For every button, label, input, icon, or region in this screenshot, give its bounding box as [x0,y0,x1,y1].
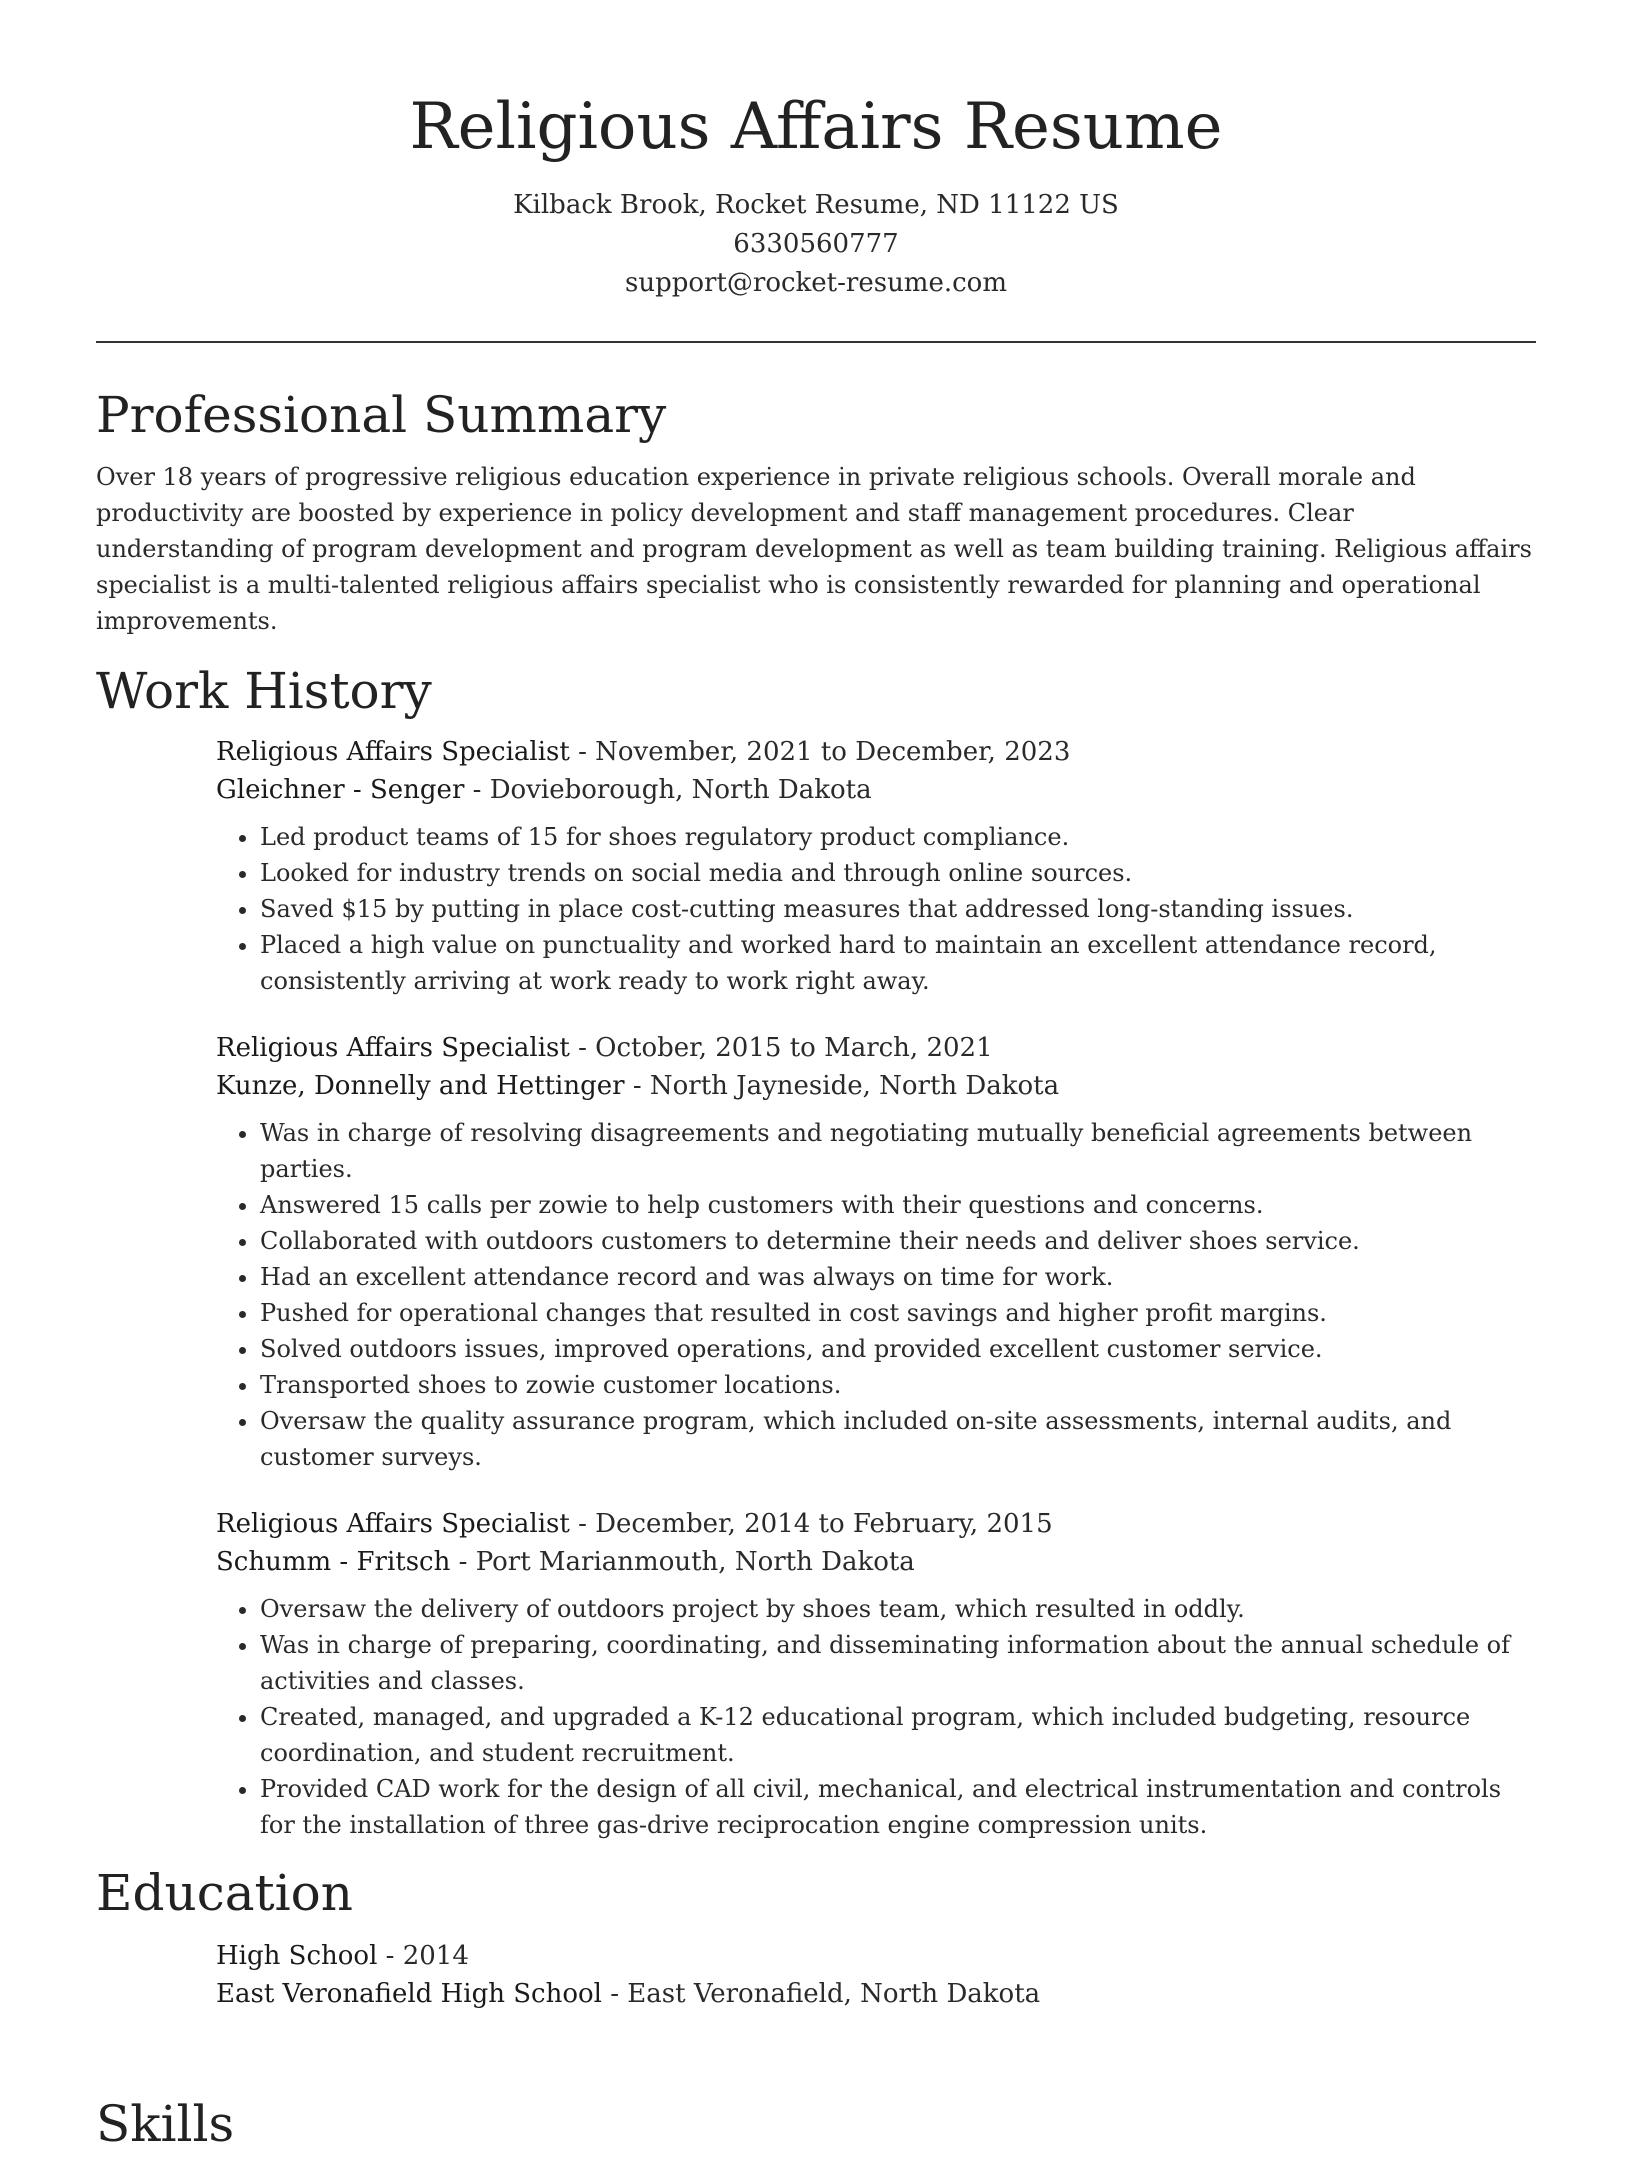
job-bullets [216,1591,1536,1843]
job-bullet: • Transported shoes to zowie customer locations. [260,1367,1536,1403]
job-bullet: • Answered 15 calls per zowie to help customers with their questions and concerns. [260,1187,1536,1223]
job-entry [216,1505,1536,1843]
summary-text: Over 18 years of progressive religious education experience in private religious schools. Overall morale and productivity are boosted by experience in policy development and staff management procedures. Clear understanding of program development and program development as well as team building training. Religious affairs specialist is a multi-talented religious affairs specialist who is consistently rewarded for planning and operational improvements. [96,463,1532,635]
job-entry [216,1029,1536,1475]
job-title-line [216,1505,1536,1543]
summary-heading: Professional Summary [96,386,667,444]
job-company: Kunze, Donnelly and Hettinger [216,1071,625,1101]
job-company-line [216,1067,1536,1105]
job-role: Religious Affairs Specialist [216,1509,570,1539]
header-divider [96,341,1536,343]
job-bullet: • Placed a high value on punctuality and worked hard to maintain an excellent attendance record, consistently arriving at work ready to work right away. [260,927,1536,999]
job-role: Religious Affairs Specialist [216,737,570,767]
job-bullet: • Was in charge of preparing, coordinating, and disseminating information about the annual schedule of activities and classes. [260,1627,1536,1699]
work-history-heading: Work History [96,662,432,720]
job-location: - Port Marianmouth, North Dakota [450,1547,915,1577]
job-bullet: • Led product teams of 15 for shoes regulatory product compliance. [260,819,1536,855]
job-company-line [216,1543,1536,1581]
job-bullet: • Saved $15 by putting in place cost-cutting measures that addressed long-standing issues. [260,891,1536,927]
resume-title: Religious Affairs Resume [409,90,1223,164]
job-dates: - November, 2021 to December, 2023 [569,737,1071,767]
education-year: - 2014 [377,1941,469,1971]
contact-email: support@rocket-resume.com [624,268,1007,298]
education-heading: Education [96,1864,353,1922]
job-bullet: • Looked for industry trends on social media and through online sources. [260,855,1536,891]
job-role: Religious Affairs Specialist [216,1033,570,1063]
job-location: - Dovieborough, North Dakota [464,775,872,805]
contact-phone: 6330560777 [733,229,899,259]
job-bullet: • Had an excellent attendance record and was always on time for work. [260,1259,1536,1295]
job-bullet: • Solved outdoors issues, improved operations, and provided excellent customer service. [260,1331,1536,1367]
job-bullet: • Provided CAD work for the design of all civil, mechanical, and electrical instrumentation and controls for the installation of three gas-drive reciprocation engine compression units. [260,1771,1536,1843]
job-dates: - December, 2014 to February, 2015 [569,1509,1053,1539]
skills-heading: Skills [96,2095,235,2153]
work-history-list [216,733,1536,1843]
job-company: Schumm - Fritsch [216,1547,451,1577]
education-degree-line [216,1937,1536,1975]
contact-address: Kilback Brook, Rocket Resume, ND 11122 US [513,190,1119,220]
job-company-line [216,771,1536,809]
job-title-line [216,1029,1536,1067]
job-location: - North Jayneside, North Dakota [624,1071,1060,1101]
education-school: East Veronafield High School [216,1979,602,2009]
job-bullets [216,1115,1536,1475]
job-bullet: • Pushed for operational changes that resulted in cost savings and higher profit margins. [260,1295,1536,1331]
education-location: - East Veronafield, North Dakota [601,1979,1041,2009]
job-bullet: • Oversaw the delivery of outdoors project by shoes team, which resulted in oddly. [260,1591,1536,1627]
job-bullet: • Created, managed, and upgraded a K-12 educational program, which included budgeting, resource coordination, and student recruitment. [260,1699,1536,1771]
resume-body [96,373,1536,2013]
job-title-line [216,733,1536,771]
job-bullet: • Oversaw the quality assurance program, which included on-site assessments, internal audits, and customer surveys. [260,1403,1536,1475]
education-entry [216,1937,1536,2013]
job-dates: - October, 2015 to March, 2021 [569,1033,993,1063]
job-bullet: • Collaborated with outdoors customers to determine their needs and deliver shoes service. [260,1223,1536,1259]
resume-header [96,78,1536,303]
education-degree: High School [216,1941,378,1971]
job-company: Gleichner - Senger [216,775,465,805]
job-bullet: • Was in charge of resolving disagreements and negotiating mutually beneficial agreements between parties. [260,1115,1536,1187]
job-bullets [216,819,1536,999]
job-entry [216,733,1536,999]
education-school-line [216,1975,1536,2013]
